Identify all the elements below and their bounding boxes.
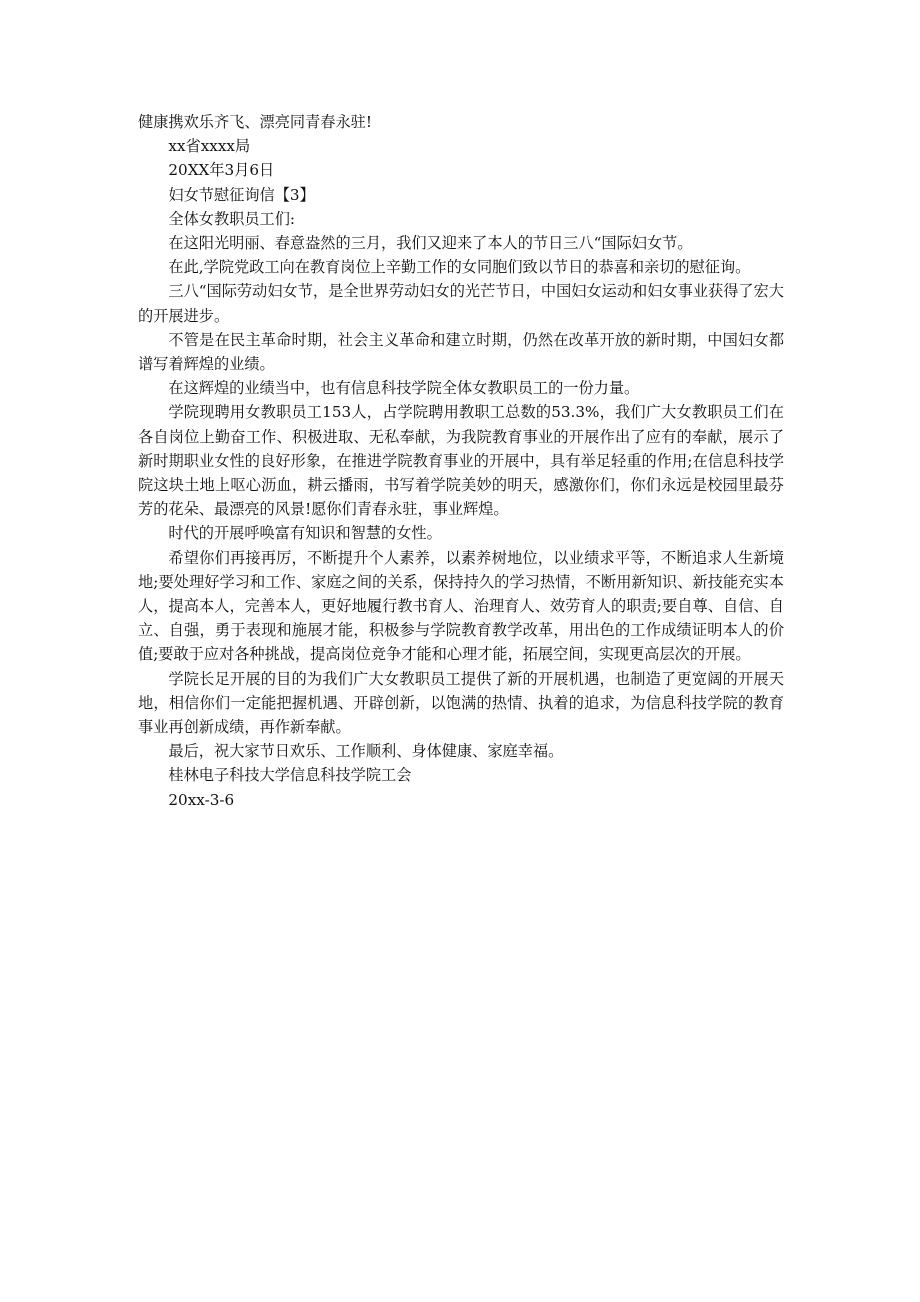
paragraph: 不管是在民主革命时期，社会主义革命和建立时期，仍然在改革开放的新时期，中国妇女都谱写着辉煌的业绩。 xyxy=(138,330,784,374)
paragraph: 在此,学院党政工向在教育岗位上辛勤工作的女同胞们致以节日的恭喜和亲切的慰征询。 xyxy=(168,258,751,277)
paragraph: 在这辉煌的业绩当中，也有信息科技学院全体女教职员工的一份力量。 xyxy=(168,379,640,398)
paragraph-greeting: 健康携欢乐齐飞、漂亮同青春永驻! xyxy=(138,113,372,131)
section-title: 妇女节慰征询信【3】 xyxy=(168,185,315,204)
document-body xyxy=(138,110,784,812)
paragraph-signature: 桂林电子科技大学信息科技学院工会 xyxy=(168,766,412,785)
paragraph: 学院长足开展的目的为我们广大女教职员工提供了新的开展机遇，也制造了更宽阔的开展天地，相信你们一定能把握机遇、开辟创新，以饱满的热情、执着的追求，为信息科技学院的教育事业再创新成绩，再作新奉献。 xyxy=(138,669,784,737)
paragraph-sender: xx省xxxx局 xyxy=(168,137,251,156)
paragraph: 希望你们再接再厉，不断提升个人素养，以素养树地位，以业绩求平等，不断追求人生新境地;要处理好学习和工作、家庭之间的关系，保持持久的学习热情，不断用新知识、新技能充实本人，提高本人，完善本人，更好地履行教书育人、治理育人、效劳育人的职责;要自尊、自信、自立、自强，勇于表现和施展才能，积极参与学院教育教学改革，用出色的工作成绩证明本人的价值;要敢于应对各种挑战，提高岗位竞争才能和心理才能，拓展空间，实现更高层次的开展。 xyxy=(138,548,784,664)
paragraph: 在这阳光明丽、春意盎然的三月，我们又迎来了本人的节日三八“国际妇女节。 xyxy=(168,234,693,253)
paragraph: 时代的开展呼唤富有知识和智慧的女性。 xyxy=(168,524,442,543)
paragraph: 三八“国际劳动妇女节，是全世界劳动妇女的光芒节日，中国妇女运动和妇女事业获得了宏大的开展进步。 xyxy=(138,282,784,325)
paragraph-date: 20XX年3月6日 xyxy=(168,161,275,180)
paragraph-salutation: 全体女教职员工们: xyxy=(168,209,296,228)
paragraph-signature-date: 20xx-3-6 xyxy=(168,790,235,809)
paragraph: 学院现聘用女教职员工153人，占学院聘用教职工总数的53.3%，我们广大女教职员工们在各自岗位上勤奋工作、积极进取、无私奉献，为我院教育事业的开展作出了应有的奉献，展示了新时期职业女性的良好形象，在推进学院教育事业的开展中，具有举足轻重的作用;在信息科技学院这块土地上呕心沥血，耕云播雨，书写着学院美妙的明天，感激你们，你们永远是校园里最芬芳的花朵、最漂亮的风景!愿你们青春永驻，事业辉煌。 xyxy=(138,403,784,519)
paragraph-closing: 最后，祝大家节日欢乐、工作顺利、身体健康、家庭幸福。 xyxy=(168,742,564,761)
